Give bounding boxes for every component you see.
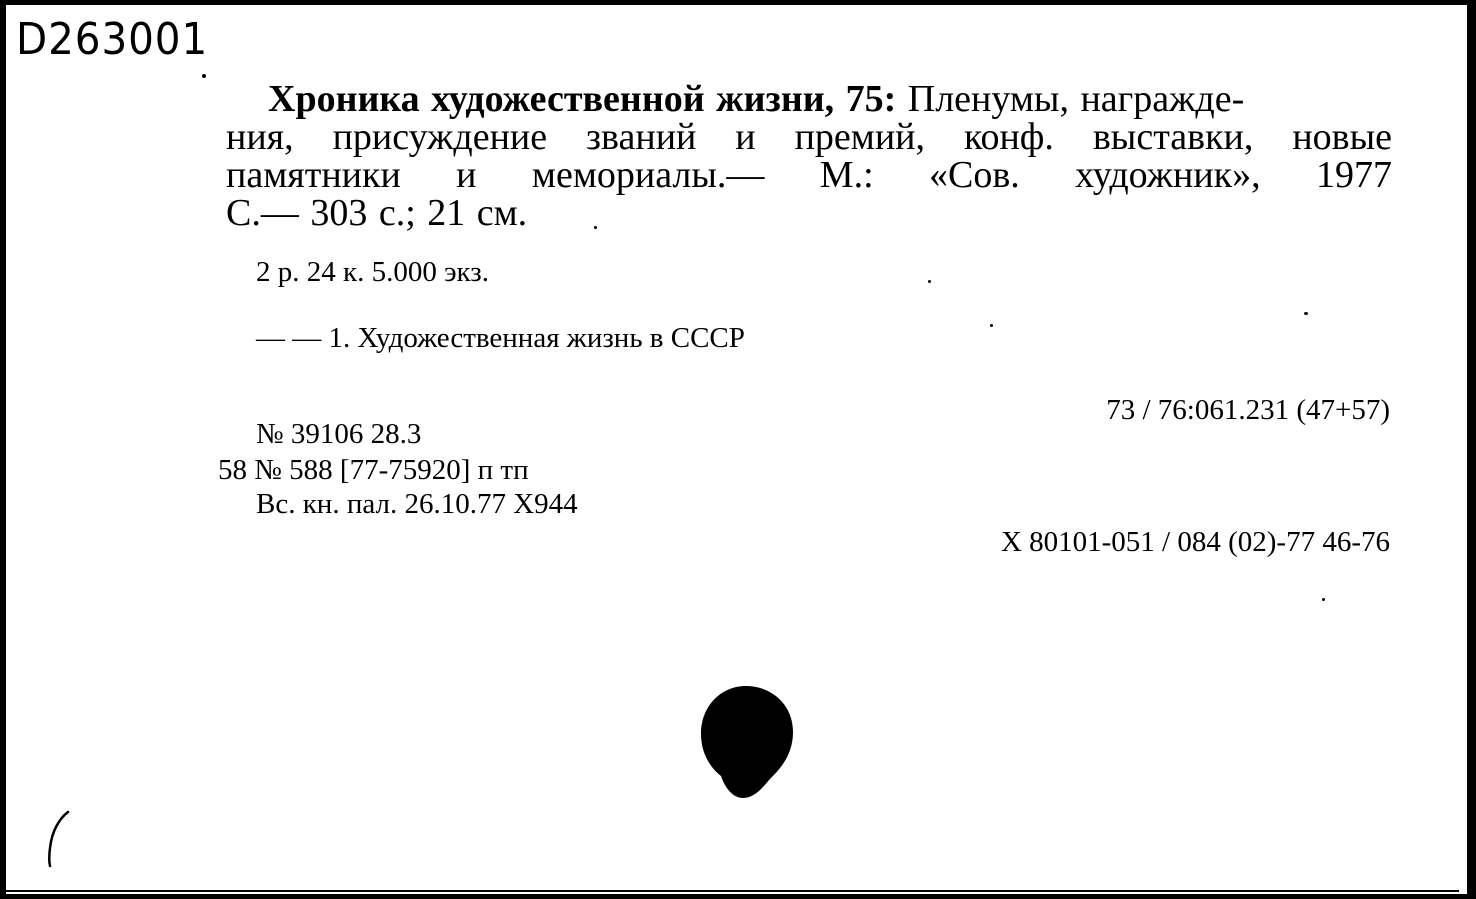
- index-code: Х 80101-051 / 084 (02)-77 46-76: [1000, 526, 1390, 558]
- speck: [594, 226, 597, 229]
- title-line-2: ния, присуждение званий и премий, конф. выставки, новые: [226, 116, 1392, 158]
- subject-heading: — — 1. Художественная жизнь в СССР: [256, 322, 745, 354]
- title-line-3: памятники и мемориалы.— М.: «Сов. художник», 1977: [226, 154, 1392, 196]
- speck: [202, 74, 206, 78]
- record-number-3: Вс. кн. пал. 26.10.77 Х944: [256, 488, 578, 520]
- classification: 73 / 76:061.231 (47+57): [1106, 394, 1390, 426]
- speck: [928, 280, 931, 283]
- speck: [1304, 312, 1308, 315]
- title-line-1-rest: Пленумы, награжде-: [907, 78, 1245, 120]
- punch-hole-icon: [697, 684, 795, 800]
- record-number-2: 58 № 588 [77-75920] п тп: [218, 454, 529, 486]
- pencil-mark-icon: [40, 808, 80, 868]
- title-bold: Хроника художественной жизни, 75:: [268, 78, 897, 120]
- title-line-4: С.— 303 с.; 21 см.: [226, 192, 528, 234]
- price-run: 2 р. 24 к. 5.000 экз.: [256, 256, 489, 288]
- record-number-1: № 39106 28.3: [256, 418, 422, 450]
- card-edge-line: [4, 890, 1459, 892]
- speck: [1322, 598, 1325, 601]
- handwritten-call-number: D263001: [16, 14, 209, 65]
- speck: [990, 324, 993, 327]
- title-line-1: [268, 80, 1244, 118]
